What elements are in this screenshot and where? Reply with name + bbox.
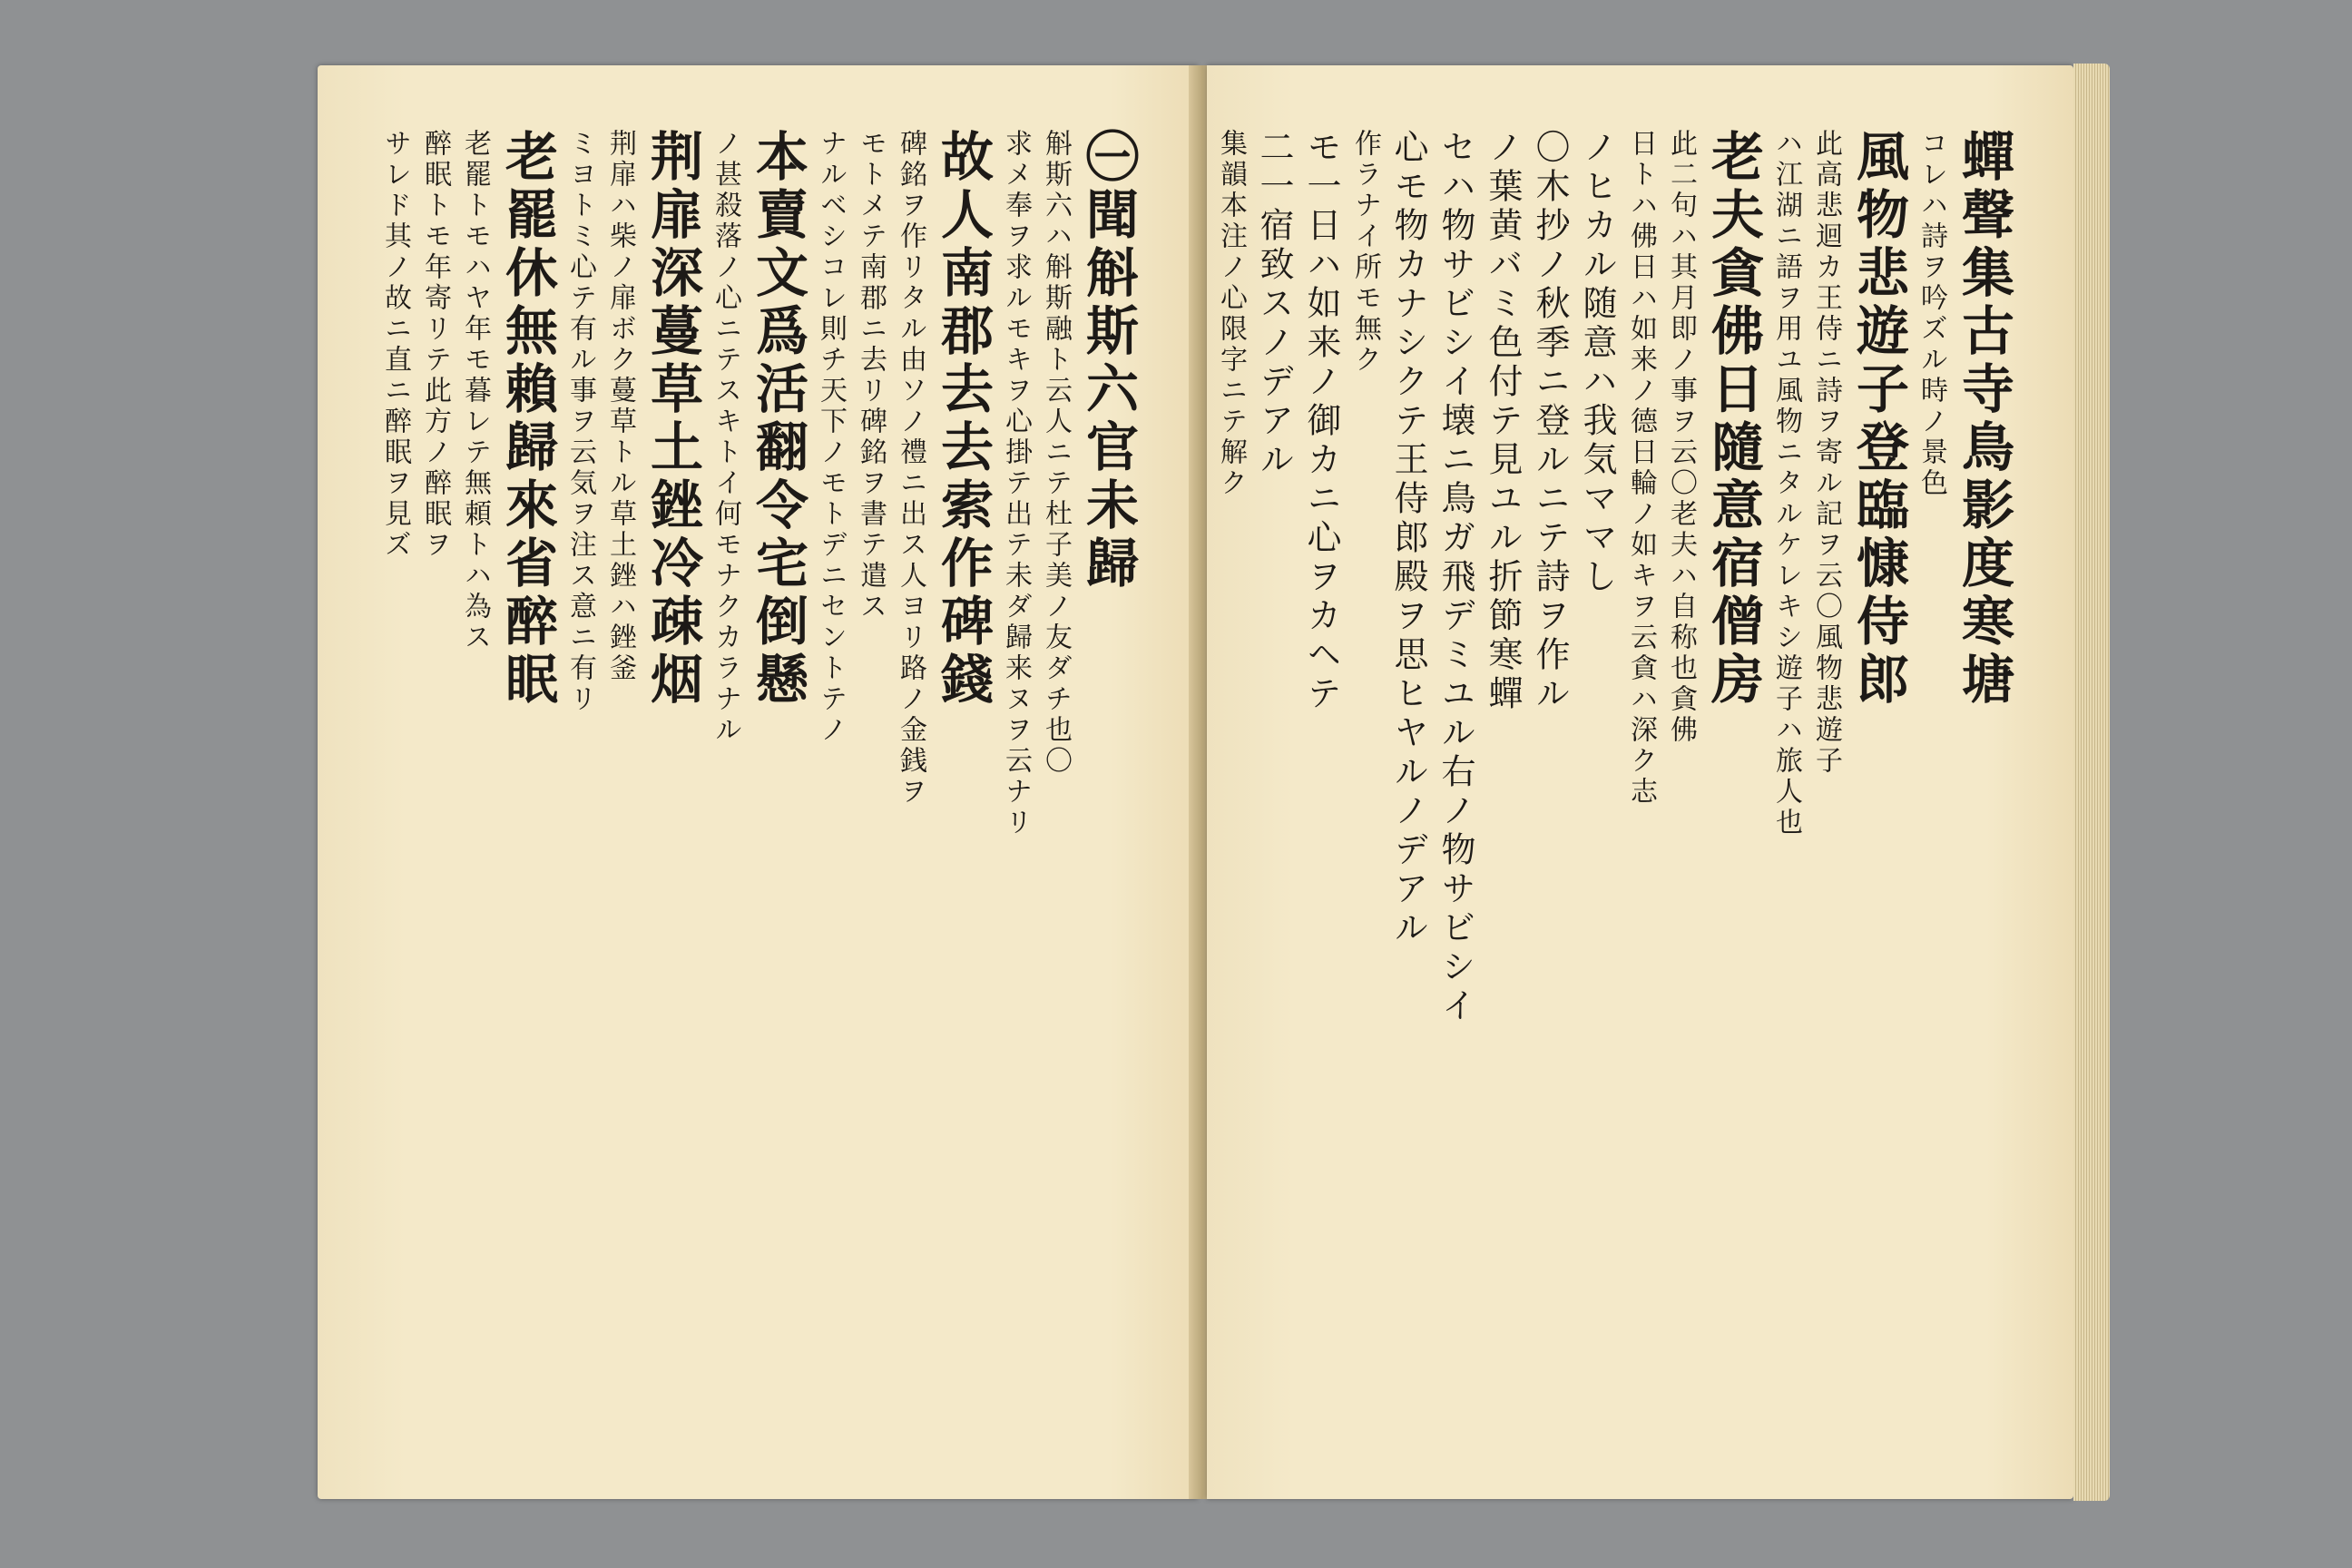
left-line: ナルベシコレ則チ天下ノモトデニセントテノ (815, 129, 847, 746)
left-page-text-columns (354, 129, 1139, 1445)
left-line: ミヨトミ心テ有ル事ヲ云気ヲ注ス意ニ有リ (564, 129, 596, 715)
open-book (309, 56, 2114, 1508)
left-line: 求メ奉ヲ求ルモキヲ心掛テ出テ未ダ歸来ヌヲ云ナリ (1000, 129, 1032, 838)
right-line: 集韻本注ノ心限字ニテ解ク (1215, 129, 1247, 499)
page-edges (2073, 64, 2110, 1501)
right-line: 此二句ハ其月即ノ事ヲ云〇老夫ハ自称也貪佛 (1665, 129, 1697, 746)
right-line: モ一日ハ如来ノ御カニ心ヲカヘテ (1301, 129, 1341, 714)
right-line: ノ葉黄バミ色付テ見ユル折節寒蟬 (1483, 129, 1523, 714)
right-line: 二一宿致スノデアル (1254, 129, 1294, 480)
right-line: 心モ物カナシクテ王侍郎殿ヲ思ヒヤルノデアル (1388, 129, 1428, 948)
right-line: 日トハ佛日ハ如来ノ德日輪ノ如キヲ云貪ハ深ク志 (1625, 129, 1657, 808)
left-line: サレド其ノ故ニ直ニ醉眠ヲ見ズ (379, 129, 411, 561)
right-line: ハ江湖ニ語ヲ用ユ風物ニタルケレキシ遊子ハ旅人也 (1770, 129, 1802, 838)
right-line: コレハ詩ヲ吟ズル時ノ景色 (1916, 129, 1947, 499)
right-line: 風物悲遊子登臨慷侍郎 (1847, 129, 1909, 710)
left-line: 醉眠トモ年寄リテ此方ノ醉眠ヲ (419, 129, 451, 561)
right-line: 老夫貪佛日隨意宿僧房 (1702, 129, 1764, 710)
right-line: 此高悲迴カ王侍ニ詩ヲ寄ル記ヲ云〇風物悲遊子 (1810, 129, 1842, 777)
right-page-text-columns (1215, 129, 2014, 1445)
left-line: モトメテ南郡ニ去リ碑銘ヲ書テ遣ス (855, 129, 887, 622)
left-line: 本賣文爲活翻令宅倒懸 (747, 129, 808, 710)
right-line: 作ラナイ所モ無ク (1349, 129, 1381, 376)
left-line: 荆扉深蔓草土銼冷疎烟 (642, 129, 703, 710)
left-page (318, 65, 1198, 1499)
left-line: 荆扉ハ柴ノ扉ボク蔓草トル草土銼ハ銼釜 (604, 129, 636, 684)
left-line: ノ甚殺落ノ心ニテスキトイ何モナクカラナル (710, 129, 741, 746)
left-line: 碑銘ヲ作リタル由ソノ禮ニ出ス人ヨリ路ノ金銭ヲ (895, 129, 926, 808)
right-line: ノヒカル随意ハ我気ママし (1577, 129, 1617, 597)
left-line: 故人南郡去去索作碑錢 (932, 129, 994, 710)
left-line: 斛斯六ハ斛斯融ト云人ニテ杜子美ノ友ダチ也〇 (1040, 129, 1072, 777)
right-page (1207, 65, 2073, 1499)
left-line: ㊀聞斛斯六官未歸 (1077, 129, 1139, 593)
right-line: 〇木抄ノ秋季ニ登ルニテ詩ヲ作ル (1530, 129, 1570, 714)
left-line: 老罷休無賴歸來省醉眠 (496, 129, 558, 710)
right-line: セハ物サビシイ壊ニ鳥ガ飛デミユル右ノ物サビシイ (1436, 129, 1475, 1026)
left-line: 老罷トモハヤ年モ暮レテ無頼トハ為ス (459, 129, 491, 653)
right-line: 蟬聲集古寺鳥影度寒塘 (1953, 129, 2014, 710)
